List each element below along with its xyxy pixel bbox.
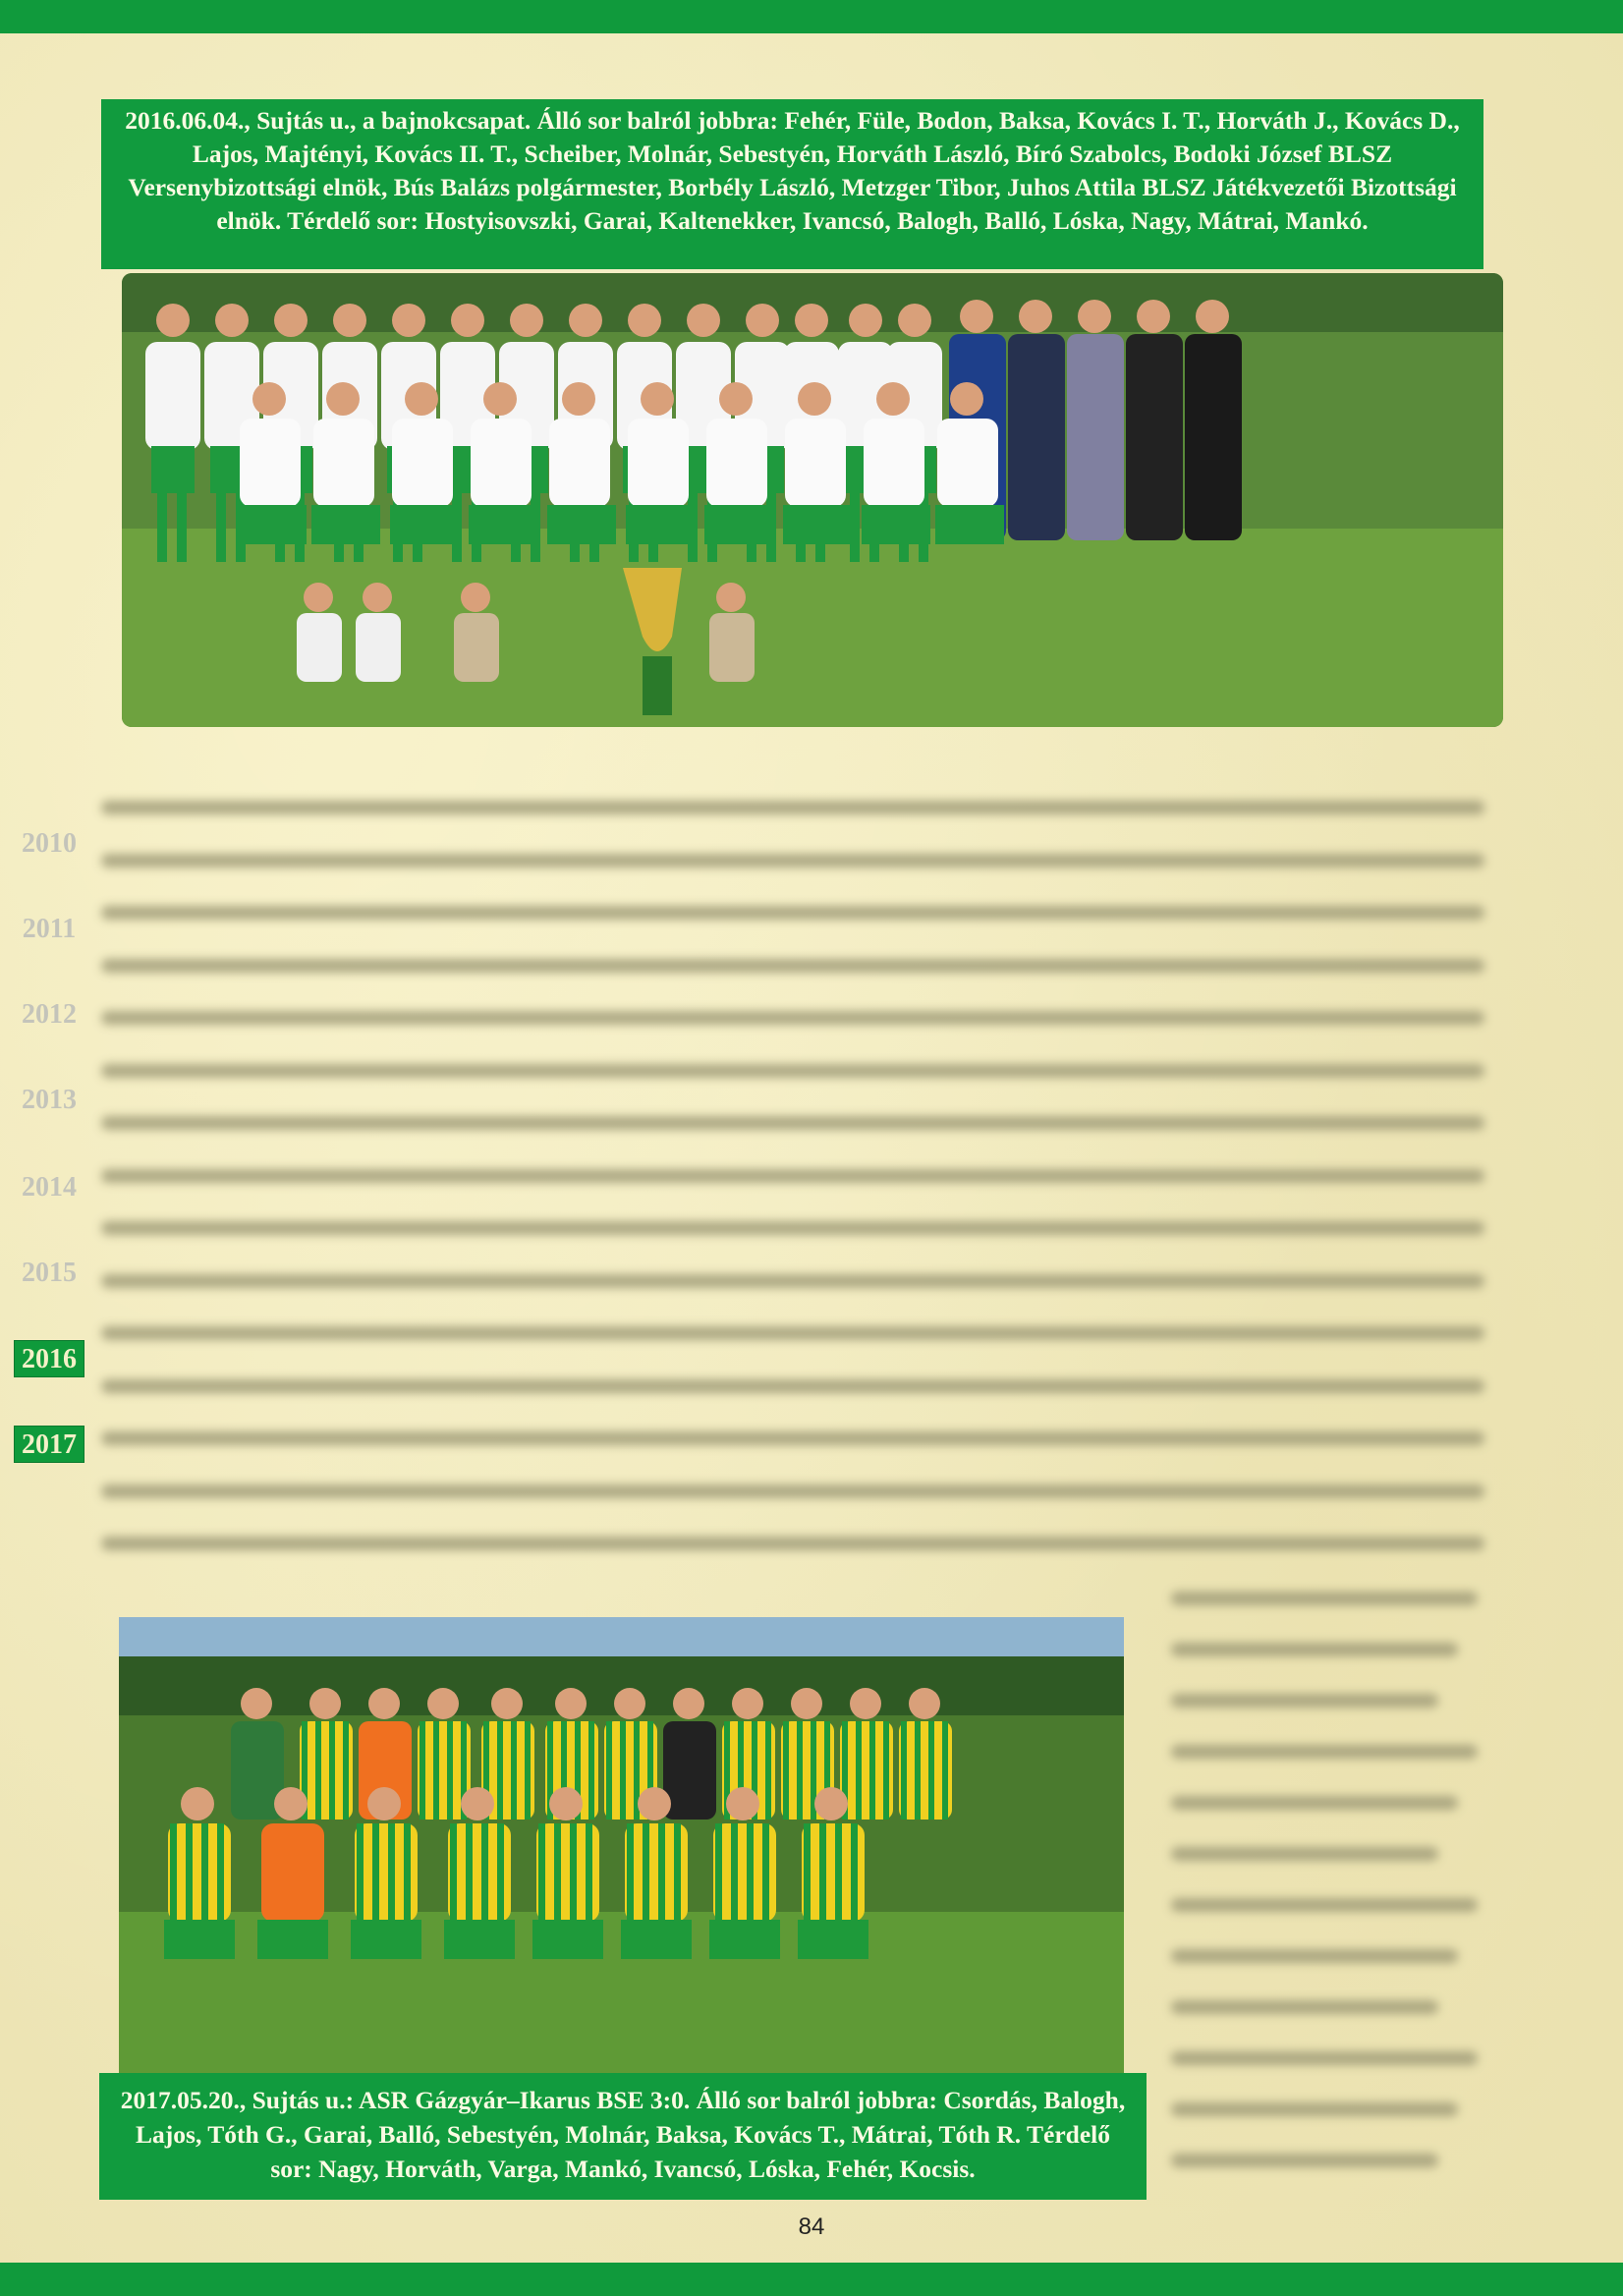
year-2017-link[interactable]: 2017 xyxy=(14,1426,84,1463)
official xyxy=(1008,300,1065,540)
blurred-text-line xyxy=(101,1379,1484,1393)
blurred-text-line xyxy=(101,1537,1484,1550)
blurred-text-line xyxy=(1171,2102,1458,2116)
blurred-text-line xyxy=(1171,1898,1478,1912)
blurred-text-line xyxy=(101,1011,1484,1025)
year-2010-link[interactable]: 2010 xyxy=(22,828,77,859)
blurred-text-line xyxy=(101,1169,1484,1183)
year-2015-link[interactable]: 2015 xyxy=(22,1258,77,1288)
year-2012-link[interactable]: 2012 xyxy=(22,999,77,1030)
blurred-text-line xyxy=(101,854,1484,868)
bottom-green-band xyxy=(0,2263,1623,2296)
blurred-text-line xyxy=(1171,1694,1438,1708)
blurred-text-line xyxy=(101,1221,1484,1235)
official xyxy=(1067,300,1124,540)
blurred-text-line xyxy=(1171,1847,1438,1861)
blurred-text-line xyxy=(101,801,1484,814)
blurred-text-line xyxy=(101,1431,1484,1445)
blurred-text-line xyxy=(1171,1643,1458,1656)
blurred-text-line xyxy=(1171,2051,1478,2065)
blurred-text-line xyxy=(101,1064,1484,1078)
blurred-text-line xyxy=(1171,1592,1478,1605)
bottom-photo-caption: 2017.05.20., Sujtás u.: ASR Gázgyár–Ikarus BSE 3:0. Álló sor balról jobbra: Csordás, Balogh, Lajos, Tóth G., Garai, Balló, Sebestyén, Molnár, Baksa, Kovács T., Mátrai, Tóth R. Térdelő sor: Nagy, Horváth, Varga, Mankó, Ivancsó, Lóska, Fehér, Kocsis. xyxy=(99,2073,1147,2200)
official xyxy=(1185,300,1242,540)
team-photo-2016 xyxy=(122,273,1503,727)
year-2016-link[interactable]: 2016 xyxy=(14,1340,84,1377)
blurred-text-line xyxy=(101,1326,1484,1340)
blurred-text-line xyxy=(1171,2154,1438,2167)
blurred-text-line xyxy=(1171,1796,1458,1810)
top-green-band xyxy=(0,0,1623,33)
blurred-text-line xyxy=(1171,1949,1458,1963)
top-photo-caption: 2016.06.04., Sujtás u., a bajnokcsapat. Álló sor balról jobbra: Fehér, Füle, Bodon, Baksa, Kovács I. T., Horváth J., Kovács D., Lajos, Majtényi, Kovács II. T., Scheiber, Molnár, Sebestyén, Horváth László, Bíró Szabolcs, Bodoki József BLSZ Versenybizottsági elnök, Bús Balázs polgármester, Borbély László, Metzger Tibor, Juhos Attila BLSZ Játékvezetői Bizottsági elnök. Térdelő sor: Hostyisovszki, Garai, Kaltenekker, Ivancsó, Balogh, Balló, Lóska, Nagy, Mátrai, Mankó. xyxy=(101,99,1483,269)
blurred-text-line xyxy=(1171,1745,1478,1759)
blurred-text-line xyxy=(101,1484,1484,1498)
official xyxy=(1126,300,1183,540)
year-2014-link[interactable]: 2014 xyxy=(22,1172,77,1203)
year-2013-link[interactable]: 2013 xyxy=(22,1085,77,1115)
blurred-text-line xyxy=(101,1116,1484,1130)
blurred-text-line xyxy=(101,1274,1484,1288)
page-number: 84 xyxy=(798,2213,825,2240)
blurred-text-line xyxy=(101,906,1484,920)
team-photo-2017 xyxy=(119,1617,1124,2073)
blurred-text-line xyxy=(101,959,1484,973)
year-2011-link[interactable]: 2011 xyxy=(22,914,77,944)
blurred-text-line xyxy=(1171,2000,1438,2014)
